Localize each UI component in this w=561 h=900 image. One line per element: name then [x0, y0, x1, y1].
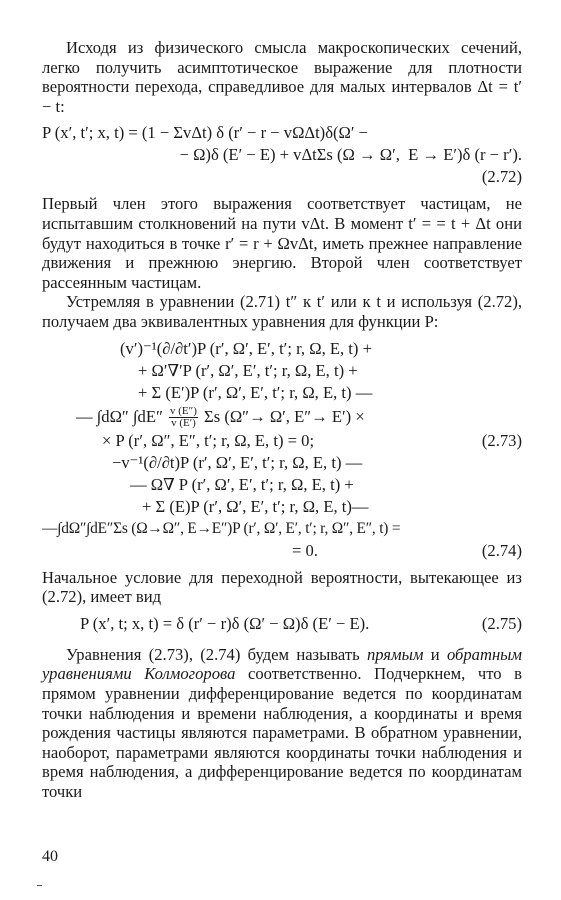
equation-2-73-line-2: + Ω′∇′P (r′, Ω′, E′, t′; r, Ω, E, t) +	[138, 360, 358, 380]
fraction-numerator: v (E″)	[170, 405, 197, 418]
page-number: 40	[42, 848, 58, 865]
text-run: Уравнения (2.73), (2.74) будем называть	[66, 644, 367, 664]
equation-2-72-line-1: P (x′, t′; x, t) = (1 − ΣvΔt) δ (r′ − r − vΩΔt)δ(Ω′ −	[42, 123, 369, 143]
equation-2-75-body: P (x′, t; x, t) = δ (r′ − r)δ (Ω′ − Ω)δ (E′ − E).	[80, 613, 370, 633]
equation-2-73-scatter-term: Σs (Ω″→ Ω′, E″→ E′) ×	[199, 406, 365, 426]
equation-2-73-line-4	[42, 404, 522, 430]
paragraph-kolmogorov-equations	[42, 645, 522, 802]
equation-2-73-line-5	[42, 430, 522, 452]
velocity-ratio-fraction	[169, 406, 198, 429]
equation-2-73-line-3: + Σ (E′)P (r′, Ω′, E′, t′; r, Ω, E, t) —	[138, 382, 373, 402]
equation-number-2-74: (2.74)	[481, 540, 522, 560]
fraction-denominator: v (E′)	[171, 417, 196, 430]
paragraph-first-term: Первый член этого выражения соответствует частицам, не испытавшим столкновений на пути vΔt. В момент t′ = = t + Δt они будут находиться в точке r′ = r + ΩvΔt, иметь прежнее направление движения и прежнюю энергию. Второй член соответствует рассеянным частицам.	[42, 194, 522, 292]
emphasis-inverse-kolmogorov: обратным уравнениями Колмогорова	[42, 644, 522, 684]
equation-2-74-line-4: —∫dΩ″∫dE″Σs (Ω→Ω″, E→E″)P (r′, Ω′, E′, t′; r, Ω″, E″, t) =	[42, 519, 401, 537]
text-run: соответственно. Подчеркнем, что в прямом уравнении дифференцирование ведется по координатам точки наблюдения и времени наблюдения, а координаты и время рождения частицы являются параметрами. В обратном уравнении, наоборот, параметрами являются координаты точки наблюдения и время наблюдения, а дифференцирование ведется по координатам точки	[42, 664, 522, 801]
equation-2-74-line-1: −v⁻¹(∂/∂t)P (r′, Ω′, E′, t′; r, Ω, E, t) —	[112, 452, 363, 472]
equation-2-75	[42, 613, 522, 635]
emphasis-direct: прямым	[366, 644, 424, 664]
equation-2-74-final: = 0.	[292, 540, 318, 560]
equation-2-74-line-2: — Ω∇ P (r′, Ω′, E′, t′; r, Ω, E, t) +	[130, 474, 354, 494]
paragraph-kolmogorov-intro: Устремляя в уравнении (2.71) t″ к t′ или к t и используя (2.72), получаем два эквивалентных уравнения для функции P:	[42, 292, 522, 331]
equation-2-74-line-5	[42, 540, 522, 562]
text-run: и	[423, 644, 447, 664]
equation-2-73-line-1: (v′)⁻¹(∂/∂t′)P (r′, Ω′, E′, t′; r, Ω, E, t) +	[120, 338, 372, 358]
equation-2-72-line-2: − Ω)δ (E′ − E) + vΔtΣs (Ω → Ω′, E → E′)δ (r − r′).	[179, 145, 522, 165]
margin-mark	[37, 885, 42, 886]
equation-number-2-72: (2.72)	[481, 167, 522, 187]
equation-number-2-73: (2.73)	[481, 430, 522, 450]
equation-2-74-line-3: + Σ (E)P (r′, Ω′, E′, t′; r, Ω, E, t)—	[142, 496, 369, 516]
equation-number-2-75: (2.75)	[481, 613, 522, 633]
paragraph-intro: Исходя из физического смысла макроскопических сечений, легко получить асимптотическое выражение для плотности вероятности перехода, справедливое для малых интервалов Δt = t′ − t:	[42, 38, 522, 116]
page-body	[42, 38, 522, 801]
equation-2-73-integral: — ∫dΩ″ ∫dE″	[76, 406, 168, 426]
equation-2-73-final: × P (r′, Ω″, E″, t′; r, Ω, E, t) = 0;	[102, 430, 315, 450]
paragraph-initial-condition: Начальное условие для переходной вероятности, вытекающее из (2.72), имеет вид	[42, 567, 522, 607]
